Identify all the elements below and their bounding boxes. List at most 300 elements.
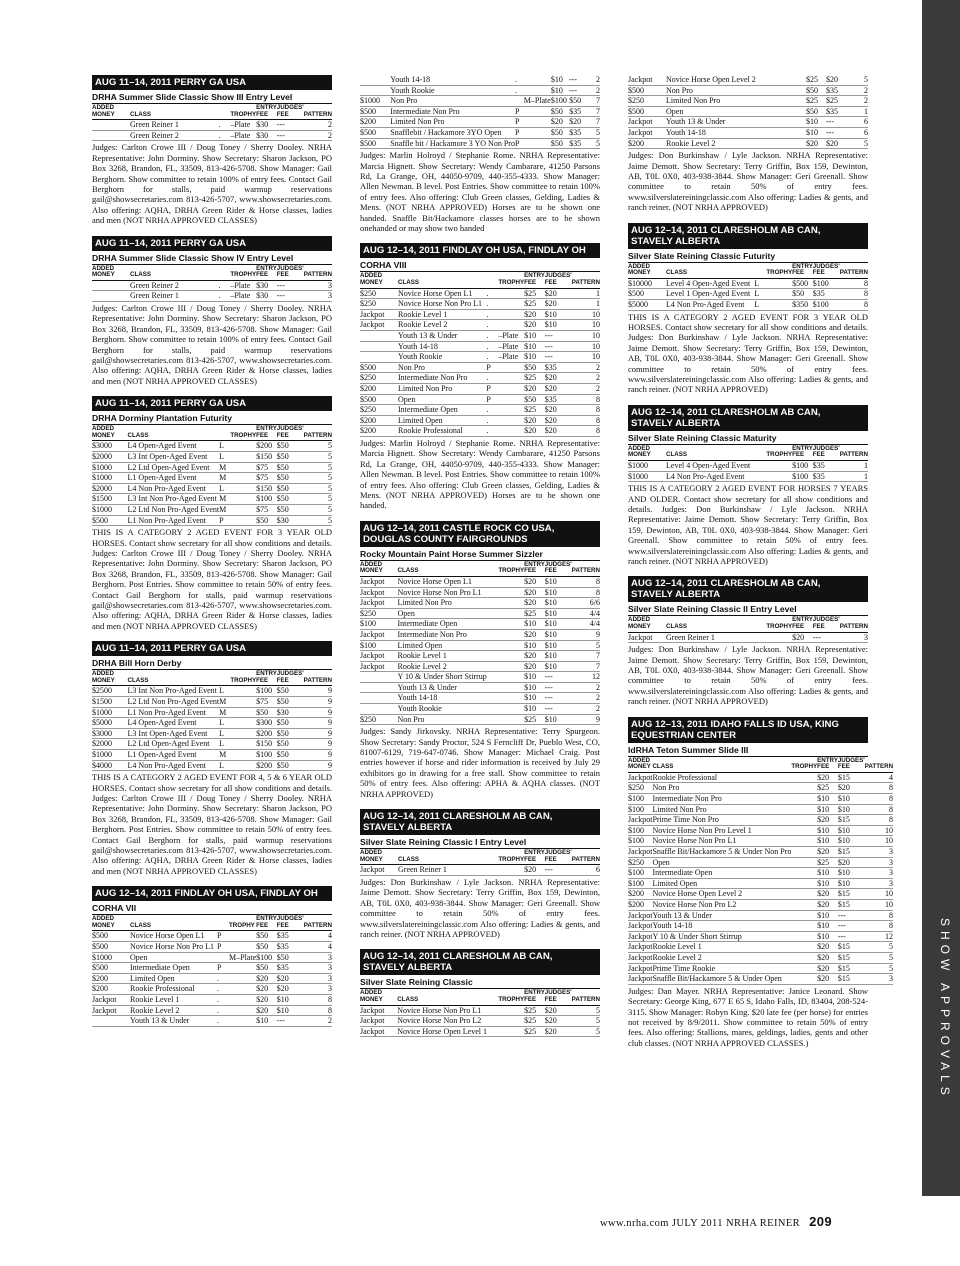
judges-fee: $15 <box>838 952 865 963</box>
class-name: Novice Horse Open Level 1 <box>397 1026 487 1036</box>
trophy <box>791 878 817 889</box>
entry-fee: $10 <box>817 878 838 889</box>
class-name: L2 Ltd Open-Aged Event <box>128 462 220 473</box>
added-money-header: ADDED MONEY <box>628 445 666 461</box>
class-header: CLASS <box>652 757 791 773</box>
entry-fee: $50 <box>551 127 569 138</box>
judges-fee: $10 <box>277 1005 304 1016</box>
trophy <box>498 1016 524 1027</box>
class-name: Rookie Level 2 <box>652 952 791 963</box>
table-row <box>360 127 600 138</box>
level: L <box>219 686 230 697</box>
entry-fee: $20 <box>817 772 838 783</box>
class-name: Novice Horse Non Pro L1 <box>398 587 487 598</box>
added-money: $200 <box>360 117 390 128</box>
judges-fee: $15 <box>838 815 865 826</box>
table-row <box>92 280 332 291</box>
judges-fee: $10 <box>838 836 865 847</box>
trophy <box>791 931 817 942</box>
pattern: 2 <box>572 682 600 693</box>
class-name: L2 Ltd Non Pro-Aged Event <box>127 505 220 514</box>
judges-fee: $35 <box>813 289 840 300</box>
entry-fee: $20 <box>817 815 838 826</box>
entry-fee: $30 <box>256 130 277 141</box>
level: . <box>486 341 498 352</box>
table-row <box>360 661 600 672</box>
entry-fee: $10 <box>551 75 569 85</box>
entry-fee: $10 <box>817 910 838 921</box>
entry-fee: $75 <box>256 462 277 473</box>
trophy <box>498 640 524 651</box>
trophy <box>230 505 256 516</box>
pattern: 5 <box>846 75 868 85</box>
event-notes: Judges: Dan Mayer. NRHA Representative: Janice Leonard. Show Secretary: George King, 677 E 65 S, Idaho Falls, ID, 83404, 208-524-3115. Show Manager: Robyn King. $20 late fee (per horse) for entries not received by 8/9/2011. Show committee to retain 50% of entry fees. Also offering: Stallions, mares, geldings, ladies, gents and other club classes. (NOT NRHA APPROVED CLASSES.) <box>628 985 868 1048</box>
show-name: DRHA Dorminy Plantation Futurity <box>92 413 332 425</box>
pattern: 1 <box>840 461 868 472</box>
class-name: Snaffle Bit/Hackamore 5 & Under Non Pro <box>652 847 792 856</box>
table-row <box>360 352 600 363</box>
judges-fee-header: JUDGES' FEE <box>545 272 572 288</box>
entry-fee: $20 <box>256 995 277 1006</box>
table-header-row <box>92 915 332 931</box>
event-heading: AUG 11–14, 2011 PERRY GA USA <box>92 396 332 411</box>
class-name: Rookie Level 2 <box>398 661 487 672</box>
judges-fee: --- <box>545 352 572 363</box>
judges-fee: $10 <box>545 608 572 619</box>
table-row <box>628 889 893 900</box>
level-header <box>219 425 230 441</box>
level: L <box>219 728 230 739</box>
pattern: 10 <box>865 889 893 900</box>
event-listing <box>628 576 868 706</box>
trophy <box>791 963 817 974</box>
table-row <box>92 452 332 463</box>
trophy-header: TROPHY <box>230 670 256 686</box>
pattern: 2 <box>846 96 868 107</box>
table-row <box>628 289 868 300</box>
class-name: Intermediate Open <box>130 963 217 974</box>
event-heading: AUG 11–14, 2011 PERRY GA USA <box>92 236 332 251</box>
pattern: 5 <box>304 441 332 452</box>
event-heading: AUG 12–14, 2011 CLARESHOLM AB CAN, STAVELY ALBERTA <box>628 405 868 431</box>
trophy <box>498 576 524 587</box>
class-table <box>92 104 332 141</box>
class-name: Novice Horse Non Pro L2 <box>397 1016 487 1027</box>
entry-fee: $20 <box>524 651 545 662</box>
judges-fee: $50 <box>277 462 304 473</box>
class-table <box>628 75 868 149</box>
table-row <box>360 865 600 876</box>
pattern: 2 <box>572 362 600 373</box>
added-money: $200 <box>628 889 652 900</box>
trophy <box>230 515 256 526</box>
class-table <box>628 263 868 311</box>
show-name: Silver Slate Reining Classic Futurity <box>628 251 868 263</box>
added-money: $2500 <box>92 686 128 697</box>
entry-fee: $10 <box>817 868 838 879</box>
judges-fee: --- <box>277 291 304 302</box>
table-row <box>92 686 332 697</box>
class-table <box>360 561 600 726</box>
level: L <box>219 718 230 729</box>
class-name: L4 Non Pro-Aged Event <box>666 299 754 310</box>
class-name: Limited Open <box>398 640 487 651</box>
entry-fee: $20 <box>256 973 277 984</box>
class-name: L3 Int Open-Aged Event <box>128 452 220 463</box>
level: . <box>486 405 498 416</box>
entry-fee: $20 <box>524 629 545 640</box>
table-row <box>628 138 868 149</box>
trophy: –Plate <box>498 352 524 363</box>
added-money: $1000 <box>92 707 128 718</box>
table-row <box>628 127 868 138</box>
pattern-header: PATTERN <box>572 561 600 577</box>
trophy <box>791 825 817 836</box>
level-header <box>218 265 230 281</box>
trophy <box>230 483 256 494</box>
event-heading: AUG 12–14, 2011 CLARESHOLM AB CAN, STAVELY ALBERTA <box>628 223 868 249</box>
entry-fee-header: ENTRY FEE <box>792 445 813 461</box>
entry-fee: $20 <box>524 576 545 587</box>
judges-fee: --- <box>826 117 846 128</box>
level: L <box>754 278 766 289</box>
level-header <box>754 616 766 632</box>
class-name: L1 Open-Aged Event <box>128 473 220 484</box>
judges-fee: $100 <box>813 299 840 310</box>
class-name: Youth 13 & Under <box>666 117 774 128</box>
pattern: 2 <box>572 693 600 704</box>
entry-fee: $20 <box>817 974 838 985</box>
trophy <box>498 587 524 598</box>
pattern: 8 <box>572 415 600 426</box>
trophy <box>498 299 524 310</box>
level: . <box>217 984 229 995</box>
pattern: 5 <box>586 127 600 138</box>
table-row <box>628 772 893 783</box>
table-row <box>92 120 332 131</box>
table-row <box>92 515 332 526</box>
judges-fee: $50 <box>277 686 304 697</box>
event-listing <box>92 236 332 387</box>
trophy-header: TROPHY <box>766 616 792 632</box>
added-money: $500 <box>628 85 666 96</box>
class-name: L3 Int Non Pro-Aged Event <box>128 686 220 697</box>
table-row <box>360 619 600 630</box>
entry-fee-header: ENTRY FEE <box>256 915 277 931</box>
entry-fee: $10 <box>524 672 545 683</box>
class-name: L2 Ltd Open-Aged Event <box>128 739 220 750</box>
level-header <box>754 445 766 461</box>
class-name: Rookie Level 2 <box>398 320 486 331</box>
level <box>487 1026 498 1037</box>
event-listing <box>360 243 600 510</box>
entry-fee: $25 <box>817 783 838 794</box>
entry-fee: $100 <box>551 96 569 107</box>
added-money-header: ADDED MONEY <box>628 757 652 773</box>
pattern: 8 <box>304 995 332 1006</box>
table-row <box>92 739 332 750</box>
pattern: 8 <box>865 804 893 815</box>
judges-fee: $35 <box>277 963 304 974</box>
table-row <box>360 1026 600 1037</box>
class-name: Rookie Professional <box>130 984 217 995</box>
entry-fee: $20 <box>806 138 826 149</box>
table-row <box>360 693 600 704</box>
table-row <box>628 783 893 794</box>
added-money: Jackpot <box>628 910 653 920</box>
added-money-header: ADDED MONEY <box>92 425 128 441</box>
added-money: $250 <box>360 608 398 619</box>
trophy <box>791 804 817 815</box>
table-row <box>360 415 600 426</box>
entry-fee: $20 <box>256 1005 277 1016</box>
entry-fee: $50 <box>256 707 277 718</box>
entry-fee: $30 <box>256 291 277 302</box>
class-name: Youth 14-18 <box>398 341 486 352</box>
judges-fee: $10 <box>545 576 572 587</box>
class-name: Non Pro <box>666 85 774 96</box>
judges-fee: $20 <box>277 984 304 995</box>
pattern: 5 <box>304 483 332 494</box>
class-name: Intermediate Non Pro <box>398 629 487 640</box>
judges-fee-header: JUDGES' FEE <box>813 616 840 632</box>
level-header <box>218 104 230 120</box>
event-heading: AUG 12–14, 2011 CASTLE ROCK CO USA, DOUGLAS COUNTY FAIRGROUNDS <box>360 521 600 547</box>
table-row <box>628 942 893 953</box>
trophy <box>498 661 524 672</box>
trophy <box>229 931 256 942</box>
trophy-header: TROPHY <box>230 425 256 441</box>
trophy <box>791 868 817 879</box>
pattern: 3 <box>840 632 868 643</box>
class-name: Rookie Level 1 <box>652 942 791 953</box>
class-name: Intermediate Non Pro <box>652 794 791 805</box>
table-row <box>92 697 332 708</box>
added-money: $500 <box>360 106 390 117</box>
judges-fee: $50 <box>277 728 304 739</box>
added-money: $500 <box>92 963 130 974</box>
class-name: Green Reiner 1 <box>666 632 754 643</box>
class-header: CLASS <box>398 272 486 288</box>
class-table <box>628 616 868 643</box>
level: P <box>486 394 498 405</box>
judges-fee: $20 <box>545 373 572 384</box>
table-row <box>628 899 893 910</box>
added-money: $100 <box>628 878 652 889</box>
added-money: $250 <box>360 405 398 416</box>
pattern: 9 <box>304 697 332 708</box>
level <box>487 682 499 693</box>
trophy <box>230 462 256 473</box>
class-name: Level 4 Open-Aged Event <box>666 278 754 289</box>
level: . <box>217 995 229 1006</box>
show-name: Silver Slate Reining Classic I Entry Level <box>360 837 600 849</box>
level: P <box>486 362 498 373</box>
class-name: Youth 13 & Under <box>652 910 791 921</box>
level: . <box>486 320 498 331</box>
pattern: 2 <box>572 383 600 394</box>
class-name: L4 Non Pro-Aged Event <box>128 760 220 771</box>
show-name: Silver Slate Reining Classic II Entry Level <box>628 604 868 616</box>
table-row <box>92 291 332 302</box>
level: . <box>218 120 230 131</box>
level: . <box>217 973 229 984</box>
trophy <box>230 686 256 697</box>
pattern: 9 <box>304 718 332 729</box>
judges-fee: $35 <box>826 106 846 117</box>
entry-fee: $25 <box>524 299 545 310</box>
table-header-row <box>628 445 868 461</box>
trophy-header: TROPHY <box>230 265 256 281</box>
trophy: –Plate <box>230 130 256 141</box>
judges-fee-header: JUDGES' FEE <box>813 263 840 279</box>
table-row <box>628 952 893 963</box>
table-row <box>92 1016 332 1027</box>
judges-fee: --- <box>569 85 586 96</box>
added-money: Jackpot <box>628 931 653 941</box>
event-heading: AUG 11–14, 2011 PERRY GA USA <box>92 75 332 90</box>
pattern: 1 <box>572 299 600 310</box>
pattern-header: PATTERN <box>840 263 868 279</box>
entry-fee: $50 <box>551 106 569 117</box>
added-money: Jackpot <box>628 127 666 138</box>
level: L <box>754 289 766 300</box>
class-name: L4 Open-Aged Event <box>128 718 220 729</box>
table-header-row <box>92 265 332 281</box>
judges-fee: $50 <box>277 952 304 963</box>
entry-fee: $25 <box>524 714 545 725</box>
table-header-row <box>360 272 600 288</box>
added-money: $250 <box>360 288 398 299</box>
trophy <box>230 707 256 718</box>
entry-fee-header: ENTRY FEE <box>817 757 838 773</box>
added-money <box>360 672 398 683</box>
added-money-header: ADDED MONEY <box>92 104 130 120</box>
table-row <box>628 117 868 128</box>
judges-fee-header: JUDGES' FEE <box>813 445 840 461</box>
added-money: $250 <box>360 373 398 384</box>
class-name: L4 Non Pro-Aged Event <box>128 483 220 494</box>
added-money: Jackpot <box>628 974 653 984</box>
pattern: 2 <box>572 373 600 384</box>
level: . <box>217 1005 229 1016</box>
level: P <box>515 106 524 117</box>
trophy: –Plate <box>498 341 524 352</box>
class-name: Limited Non Pro <box>398 598 487 609</box>
judges-fee: $15 <box>838 899 865 910</box>
entry-fee: $50 <box>256 942 277 953</box>
pattern: 8 <box>572 426 600 437</box>
entry-fee: $350 <box>792 299 813 310</box>
class-header: CLASS <box>130 104 218 120</box>
trophy <box>230 494 256 505</box>
pattern: 7 <box>586 117 600 128</box>
pattern: 7 <box>572 651 600 662</box>
pattern: 5 <box>572 640 600 651</box>
judges-fee-header: JUDGES' FEE <box>545 561 572 577</box>
trophy <box>229 984 256 995</box>
class-name: Novice Horse Open L1 <box>130 931 217 942</box>
entry-fee: $10 <box>524 640 545 651</box>
entry-fee: $10 <box>551 85 569 96</box>
judges-fee: $10 <box>838 794 865 805</box>
pattern: 5 <box>304 462 332 473</box>
added-money: Jackpot <box>628 963 653 973</box>
class-name: Novice Horse Non Pro L2 <box>652 899 791 910</box>
judges-fee: $25 <box>826 96 846 107</box>
entry-fee: $50 <box>806 85 826 96</box>
added-money: Jackpot <box>360 576 398 587</box>
trophy-header: TROPHY <box>230 104 256 120</box>
class-name: Snafflebit / Hackamore 3YO Open <box>390 127 515 138</box>
class-name: Youth 13 & Under <box>130 1016 217 1027</box>
column-1 <box>92 75 332 1037</box>
event-heading: AUG 12–14, 2011 FINDLAY OH USA, FINDLAY OH <box>92 886 332 901</box>
class-header: CLASS <box>398 849 486 865</box>
judges-fee: $20 <box>545 383 572 394</box>
added-money: $4000 <box>92 760 128 771</box>
table-row <box>628 299 868 310</box>
table-row <box>628 804 893 815</box>
trophy <box>524 85 551 96</box>
class-name: Intermediate Open <box>398 405 486 416</box>
entry-fee: $10 <box>817 836 838 847</box>
class-name: Novice Horse Open Level 2 <box>666 75 774 85</box>
trophy <box>498 320 524 331</box>
page-number: 209 <box>809 1214 832 1229</box>
level-header <box>219 670 230 686</box>
event-notes: Judges: Don Burkinshaw / Lyle Jackson. NRHA Representative: Jaime Demott. Show Secretary: Terry Griffin, Box 159, Dewinton, AB, T0L 0X0, 403-938-3844. Show Manager: Geri Greenall. Show committee to retain 50% of entry fees. www.silverslatereiningclassic.com Also offering: Ladies & gents, and ranch reiner. (NOT NRHA APPROVED) <box>360 876 600 939</box>
class-name: Novice Horse Non Pro L1 <box>652 836 791 847</box>
entry-fee: $20 <box>817 889 838 900</box>
added-money: $500 <box>360 138 390 149</box>
judges-fee: $10 <box>545 714 572 725</box>
pattern: 2 <box>572 704 600 715</box>
table-row <box>360 394 600 405</box>
pattern: 4 <box>865 772 893 783</box>
entry-fee: $200 <box>256 441 277 452</box>
pattern: 1 <box>840 471 868 482</box>
table-row <box>628 96 868 107</box>
trophy <box>498 619 524 630</box>
added-money: Jackpot <box>628 847 653 856</box>
added-money: $250 <box>360 714 398 725</box>
judges-fee-header: JUDGES' FEE <box>277 265 304 281</box>
pattern: 9 <box>304 760 332 771</box>
level: . <box>486 288 498 299</box>
class-name: Youth 14-18 <box>390 75 515 85</box>
table-row <box>628 825 893 836</box>
class-name: Rookie Level 1 <box>398 651 487 662</box>
table-row <box>360 341 600 352</box>
entry-fee: $150 <box>256 739 277 750</box>
pattern: 5 <box>865 942 893 953</box>
judges-fee: $50 <box>569 96 586 107</box>
judges-fee: $35 <box>813 471 840 482</box>
judges-fee: --- <box>838 921 865 932</box>
pattern: 2 <box>846 85 868 96</box>
entry-fee: $30 <box>256 120 277 131</box>
class-header: CLASS <box>128 670 220 686</box>
level <box>774 75 786 85</box>
pattern: 10 <box>865 899 893 910</box>
level-header <box>487 561 499 577</box>
added-money <box>360 704 398 715</box>
trophy <box>230 728 256 739</box>
trophy <box>791 910 817 921</box>
pattern-header: PATTERN <box>572 989 600 1005</box>
pattern: 12 <box>572 672 600 683</box>
